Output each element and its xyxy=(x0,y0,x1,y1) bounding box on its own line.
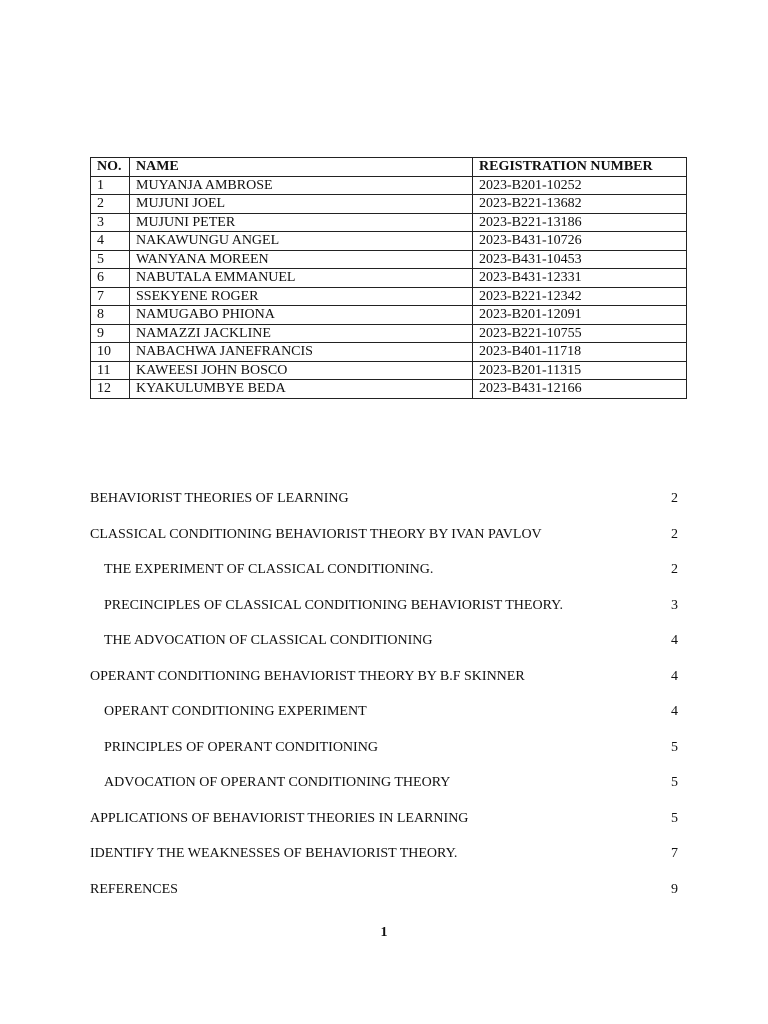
table-row xyxy=(91,250,687,269)
table-row xyxy=(91,343,687,362)
table-of-contents xyxy=(90,491,678,917)
toc-entry-title: BEHAVIORIST THEORIES OF LEARNING xyxy=(90,491,349,506)
row-number: 8 xyxy=(91,306,130,325)
row-number: 10 xyxy=(91,343,130,362)
row-registration: 2023-B221-12342 xyxy=(473,287,687,306)
toc-entry-title: ADVOCATION OF OPERANT CONDITIONING THEORY xyxy=(104,775,451,790)
toc-entry[interactable] xyxy=(90,811,678,847)
row-number: 5 xyxy=(91,250,130,269)
toc-entry-page: 7 xyxy=(671,846,678,861)
header-number: NO. xyxy=(91,158,130,177)
toc-entry[interactable] xyxy=(90,491,678,527)
table-row xyxy=(91,306,687,325)
row-name: MUYANJA AMBROSE xyxy=(130,176,473,195)
toc-entry-title: APPLICATIONS OF BEHAVIORIST THEORIES IN LEARNING xyxy=(90,810,469,826)
table-row xyxy=(91,232,687,251)
row-number: 11 xyxy=(91,361,130,380)
toc-entry-page: 2 xyxy=(671,562,678,577)
row-number: 6 xyxy=(91,269,130,288)
row-registration: 2023-B431-10453 xyxy=(473,250,687,269)
toc-entry[interactable] xyxy=(90,882,678,918)
toc-entry-page: 5 xyxy=(671,775,678,790)
table-row xyxy=(91,269,687,288)
toc-entry[interactable] xyxy=(90,775,678,811)
row-name: NABACHWA JANEFRANCIS xyxy=(130,343,473,362)
toc-entry[interactable] xyxy=(90,633,678,669)
row-name: KAWEESI JOHN BOSCO xyxy=(130,361,473,380)
table-row xyxy=(91,380,687,399)
toc-entry-title: PRINCIPLES OF OPERANT CONDITIONING xyxy=(104,739,378,755)
toc-entry-title: PRECINCIPLES OF CLASSICAL CONDITIONING BEHAVIORIST THEORY. xyxy=(104,597,563,613)
table-row xyxy=(91,361,687,380)
table-row xyxy=(91,287,687,306)
table-header-row xyxy=(91,158,687,177)
toc-entry-page: 2 xyxy=(671,491,678,506)
row-name: NAMUGABO PHIONA xyxy=(130,306,473,325)
row-name: MUJUNI PETER xyxy=(130,213,473,232)
toc-entry[interactable] xyxy=(90,846,678,882)
toc-entry-page: 2 xyxy=(671,526,678,542)
table-row xyxy=(91,176,687,195)
row-number: 12 xyxy=(91,380,130,399)
row-registration: 2023-B431-12166 xyxy=(473,380,687,399)
row-registration: 2023-B221-13682 xyxy=(473,195,687,214)
row-name: KYAKULUMBYE BEDA xyxy=(130,380,473,399)
toc-entry-title: IDENTIFY THE WEAKNESSES OF BEHAVIORIST THEORY. xyxy=(90,846,458,861)
row-registration: 2023-B431-10726 xyxy=(473,232,687,251)
row-registration: 2023-B201-10252 xyxy=(473,176,687,195)
row-number: 4 xyxy=(91,232,130,251)
header-registration: REGISTRATION NUMBER xyxy=(473,158,687,177)
toc-entry[interactable] xyxy=(90,669,678,705)
page-number: 1 xyxy=(380,925,388,940)
toc-entry-page: 9 xyxy=(671,881,678,897)
row-name: NAKAWUNGU ANGEL xyxy=(130,232,473,251)
toc-entry-page: 5 xyxy=(671,739,678,755)
toc-entry-page: 5 xyxy=(671,810,678,826)
table-row xyxy=(91,213,687,232)
row-name: NABUTALA EMMANUEL xyxy=(130,269,473,288)
toc-entry-page: 4 xyxy=(671,633,678,648)
row-registration: 2023-B221-13186 xyxy=(473,213,687,232)
group-members-table xyxy=(90,157,687,399)
toc-entry-page: 3 xyxy=(671,597,678,613)
toc-entry[interactable] xyxy=(90,740,678,776)
row-number: 7 xyxy=(91,287,130,306)
row-name: MUJUNI JOEL xyxy=(130,195,473,214)
toc-entry-page: 4 xyxy=(671,668,678,684)
row-name: SSEKYENE ROGER xyxy=(130,287,473,306)
row-registration: 2023-B201-12091 xyxy=(473,306,687,325)
toc-entry[interactable] xyxy=(90,562,678,598)
toc-entry-title: THE ADVOCATION OF CLASSICAL CONDITIONING xyxy=(104,633,433,648)
row-number: 1 xyxy=(91,176,130,195)
row-number: 2 xyxy=(91,195,130,214)
table-row xyxy=(91,324,687,343)
toc-entry-title: OPERANT CONDITIONING BEHAVIORIST THEORY BY B.F SKINNER xyxy=(90,668,525,684)
toc-entry-title: THE EXPERIMENT OF CLASSICAL CONDITIONING. xyxy=(104,562,434,577)
table-row xyxy=(91,195,687,214)
toc-entry-title: OPERANT CONDITIONING EXPERIMENT xyxy=(104,704,367,719)
toc-entry-title: CLASSICAL CONDITIONING BEHAVIORIST THEORY BY IVAN PAVLOV xyxy=(90,526,542,542)
row-number: 9 xyxy=(91,324,130,343)
toc-entry[interactable] xyxy=(90,704,678,740)
row-registration: 2023-B201-11315 xyxy=(473,361,687,380)
row-name: WANYANA MOREEN xyxy=(130,250,473,269)
toc-entry[interactable] xyxy=(90,527,678,563)
toc-entry[interactable] xyxy=(90,598,678,634)
row-number: 3 xyxy=(91,213,130,232)
toc-entry-page: 4 xyxy=(671,704,678,719)
row-registration: 2023-B431-12331 xyxy=(473,269,687,288)
row-registration: 2023-B221-10755 xyxy=(473,324,687,343)
header-name: NAME xyxy=(130,158,473,177)
row-registration: 2023-B401-11718 xyxy=(473,343,687,362)
row-name: NAMAZZI JACKLINE xyxy=(130,324,473,343)
toc-entry-title: REFERENCES xyxy=(90,881,178,897)
